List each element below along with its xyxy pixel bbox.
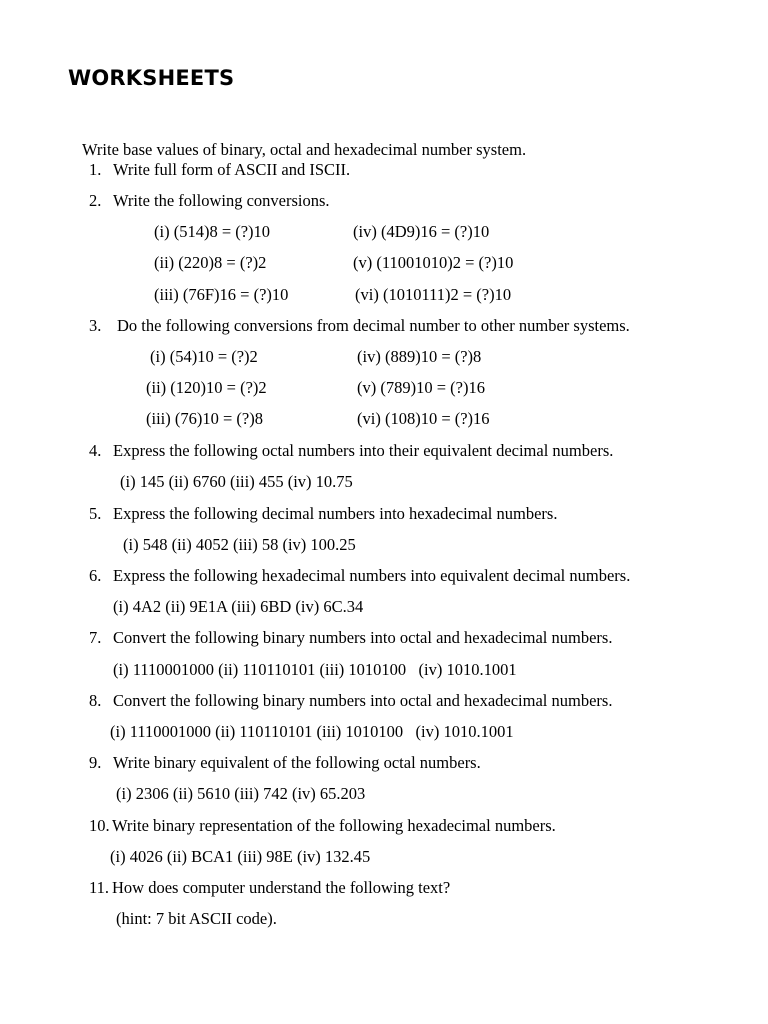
question-items: (i) 145 (ii) 6760 (iii) 455 (iv) 10.75 — [120, 472, 353, 491]
conversion-item: (vi) (1010111)2 = (?)10 — [355, 285, 512, 304]
question-number: 9. — [89, 753, 102, 772]
question-text: Convert the following binary numbers into octal and hexadecimal numbers. — [113, 691, 613, 710]
question-items: (i) 4026 (ii) BCA1 (iii) 98E (iv) 132.45 — [110, 847, 371, 866]
question-text: Do the following conversions from decimal number to other number systems. — [117, 316, 630, 335]
question-number: 11. — [89, 878, 110, 897]
question-number: 7. — [89, 628, 102, 647]
question-text: Express the following hexadecimal numbers into equivalent decimal numbers. — [113, 566, 631, 585]
conversion-item: (vi) (108)10 = (?)16 — [357, 409, 490, 428]
question-number: 10. — [89, 816, 110, 835]
question-items: (i) 1110001000 (ii) 110110101 (iii) 1010100 (iv) 1010.1001 — [110, 722, 514, 741]
intro-text: Write base values of binary, octal and hexadecimal number system. — [82, 140, 527, 159]
conversion-item: (ii) (220)8 = (?)2 — [154, 253, 267, 272]
question-text: How does computer understand the following text? — [112, 878, 451, 897]
conversion-item: (iii) (76F)16 = (?)10 — [154, 285, 289, 304]
question-items: (i) 2306 (ii) 5610 (iii) 742 (iv) 65.203 — [116, 784, 366, 803]
question-text: Write binary equivalent of the following octal numbers. — [113, 753, 481, 772]
question-hint: (hint: 7 bit ASCII code). — [116, 909, 277, 928]
question-text: Write binary representation of the following hexadecimal numbers. — [112, 816, 556, 835]
question-number: 2. — [89, 191, 102, 210]
question-text: Write full form of ASCII and ISCII. — [113, 160, 351, 179]
question-items: (i) 548 (ii) 4052 (iii) 58 (iv) 100.25 — [123, 535, 356, 554]
conversion-item: (iv) (4D9)16 = (?)10 — [353, 222, 490, 241]
conversion-item: (i) (54)10 = (?)2 — [150, 347, 258, 366]
conversion-item: (ii) (120)10 = (?)2 — [146, 378, 267, 397]
question-number: 3. — [89, 316, 102, 335]
question-number: 5. — [89, 504, 102, 523]
conversion-item: (iv) (889)10 = (?)8 — [357, 347, 482, 366]
question-text: Express the following octal numbers into their equivalent decimal numbers. — [113, 441, 614, 460]
question-items: (i) 1110001000 (ii) 110110101 (iii) 1010100 (iv) 1010.1001 — [113, 660, 517, 679]
conversion-item: (i) (514)8 = (?)10 — [154, 222, 271, 241]
question-text: Write the following conversions. — [113, 191, 330, 210]
question-text: Convert the following binary numbers into octal and hexadecimal numbers. — [113, 628, 613, 647]
question-number: 1. — [89, 160, 102, 179]
question-number: 6. — [89, 566, 102, 585]
question-text: Express the following decimal numbers into hexadecimal numbers. — [113, 504, 558, 523]
conversion-item: (v) (789)10 = (?)16 — [357, 378, 485, 397]
conversion-item: (v) (11001010)2 = (?)10 — [353, 253, 514, 272]
question-number: 8. — [89, 691, 102, 710]
question-items: (i) 4A2 (ii) 9E1A (iii) 6BD (iv) 6C.34 — [113, 597, 364, 616]
page-title: WORKSHEETS — [68, 66, 235, 90]
question-number: 4. — [89, 441, 102, 460]
conversion-item: (iii) (76)10 = (?)8 — [146, 409, 263, 428]
